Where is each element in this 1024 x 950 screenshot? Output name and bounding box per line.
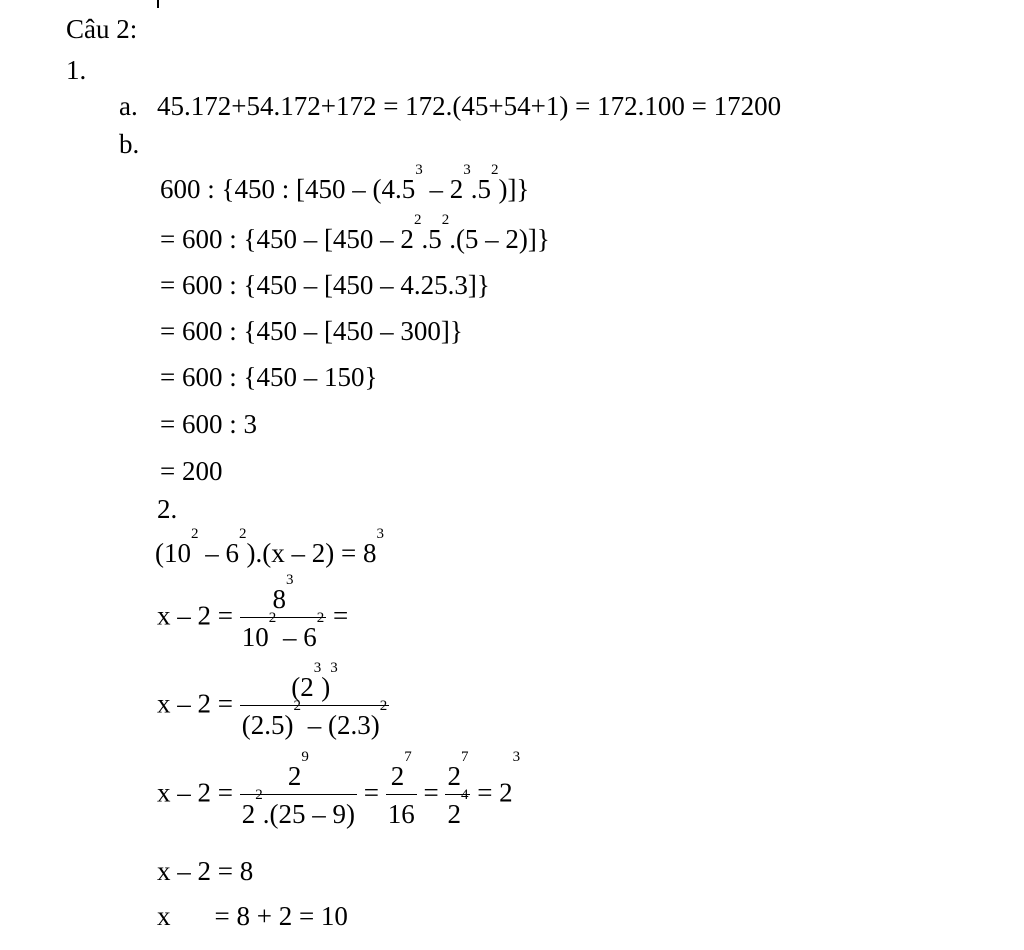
text-cursor [157,0,159,8]
part-2-number: 2. [157,494,178,524]
fraction: $\frac{(2^3)^3}{(2.5)^2 - (2.3)^2}$ [241,660,388,740]
fraction: $\frac{2^9}{2^2.(25 - 9)}$ [241,749,355,829]
item-b-line-7: = 200 [160,456,223,486]
equation-5: x – 2 = 8 [157,856,254,886]
item-b-line-6: = 600 : 3 [160,409,257,439]
fraction: $\frac{2^7}{16}$ [387,749,415,829]
part-1-number: 1. [66,55,87,85]
fraction: $\frac{2^7}{2^4}$ [447,749,469,829]
item-b-line-4: = 600 : {450 – [450 – 300]} [160,316,463,346]
equation-6: x = 8 + 2 = 10 [157,901,348,931]
item-b-line-1: 600 : {450 : $[450 - (4.5^3 - 2^3.5^2)]$} [160,162,530,204]
equation-1: $(10^2 - 6^2).(x - 2) = 8^3$ [155,526,384,568]
item-a-label: a. [119,91,138,121]
item-b-line-5: = 600 : {450 – 150} [160,362,378,392]
equation-2: x – 2 = $\frac{8^3}{10^2 - 6^2}$ = [157,572,349,652]
item-b-line-3: = 600 : {450 – [450 – 4.25.3]} [160,270,490,300]
item-b-label: b. [119,129,140,159]
item-a-expression: 45.172+54.172+172 = 172.(45+54+1) = 172.100 = 17200 [157,91,782,121]
question-title: Câu 2: [66,14,138,44]
fraction: $\frac{8^3}{10^2 - 6^2}$ [241,572,325,652]
equation-3: x – 2 = $\frac{(2^3)^3}{(2.5)^2 - (2.3)^2}$ [157,660,388,740]
equation-4: x – 2 = $\frac{2^9}{2^2.(25 - 9)}$ = $\frac{2^7}{16}$ = $\frac{2^7}{2^4}$ = $2^3$ [157,749,521,829]
item-b-line-2: = 600 : $\{450 - [450 - 2^2.5^2.(5 - 2)]\}$ [160,212,550,254]
